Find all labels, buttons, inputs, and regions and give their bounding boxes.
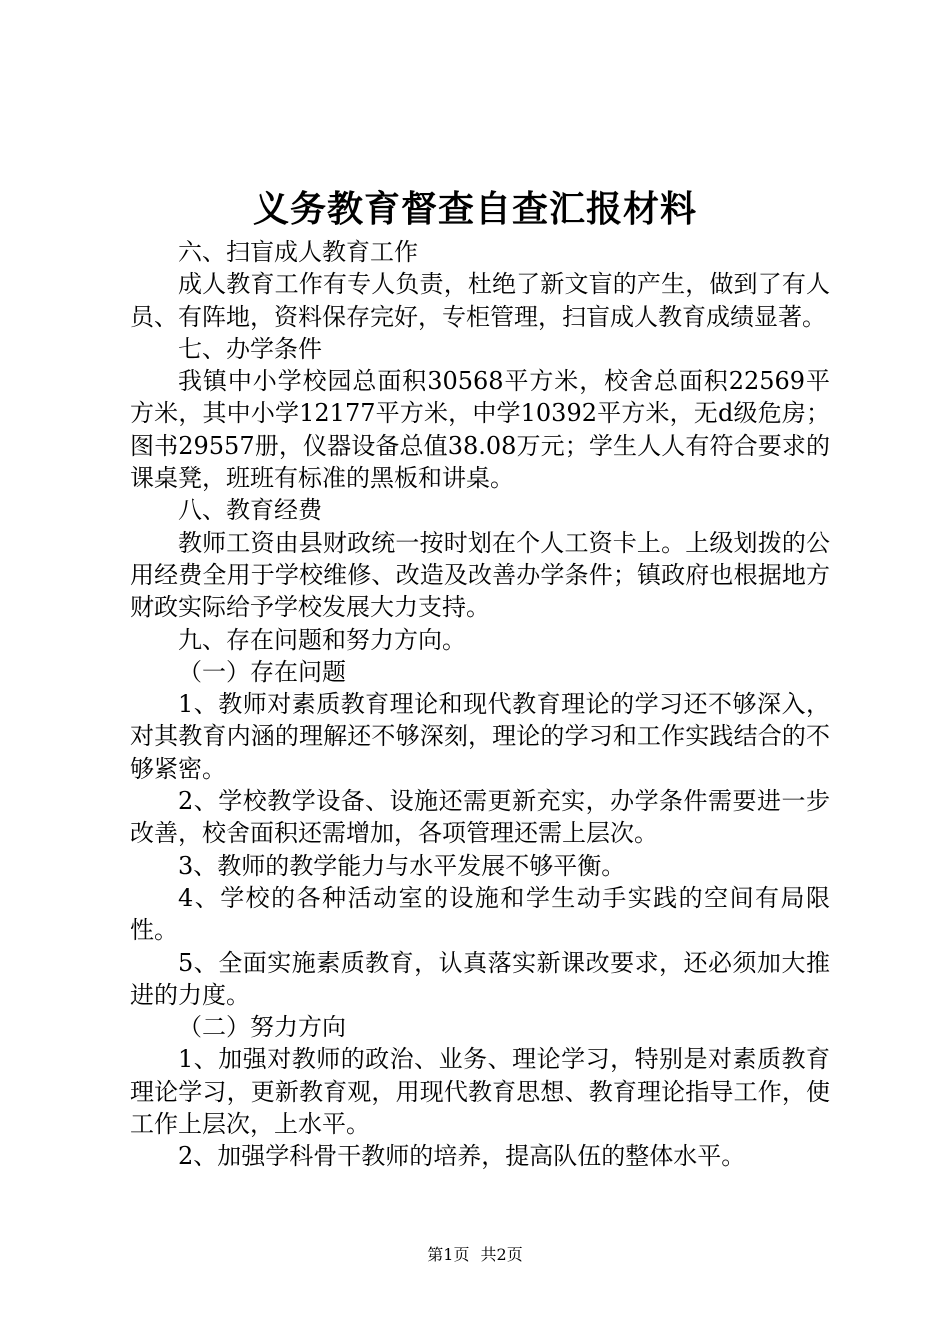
list-item: 3、教师的教学能力与水平发展不够平衡。 bbox=[178, 851, 626, 880]
subsection-heading: （一）存在问题 bbox=[178, 657, 346, 686]
page-number: 第1页 bbox=[427, 1245, 470, 1264]
list-item: 2、加强学科骨干教师的培养，提高队伍的整体水平。 bbox=[178, 1142, 746, 1171]
list-item: 4、学校的各种活动室的设施和学生动手实践的空间有局限性。 bbox=[130, 883, 830, 945]
paragraph: 教师工资由县财政统一按时划在个人工资卡上。上级划拨的公用经费全用于学校维修、改造及改善办学条件；镇政府也根据地方财政实际给予学校发展大力支持。 bbox=[130, 528, 830, 622]
paragraph: 成人教育工作有专人负责，杜绝了新文盲的产生，做到了有人员、有阵地，资料保存完好，专柜管理，扫盲成人教育成绩显著。 bbox=[130, 270, 830, 331]
section-heading: 六、扫盲成人教育工作 bbox=[178, 238, 418, 266]
document-body bbox=[130, 236, 830, 1173]
list-item: 1、教师对素质教育理论和现代教育理论的学习还不够深入，对其教育内涵的理解还不够深刻，理论的学习和工作实践结合的不够紧密。 bbox=[130, 690, 830, 783]
section-heading: 九、存在问题和努力方向。 bbox=[178, 625, 466, 654]
page-total: 共2页 bbox=[480, 1245, 523, 1264]
list-item: 1、加强对教师的政治、业务、理论学习，特别是对素质教育理论学习，更新教育观，用现代教育思想、教育理论指导工作，使工作上层次，上水平。 bbox=[130, 1045, 830, 1139]
list-item: 2、学校教学设备、设施还需更新充实，办学条件需要进一步改善，校舍面积还需增加，各项管理还需上层次。 bbox=[130, 787, 830, 848]
list-item: 5、全面实施素质教育，认真落实新课改要求，还必须加大推进的力度。 bbox=[130, 948, 830, 1009]
document-title: 义务教育督查自查汇报材料 bbox=[252, 188, 697, 230]
subsection-heading: （二）努力方向 bbox=[178, 1013, 346, 1042]
paragraph: 我镇中小学校园总面积30568平方米，校舍总面积22569平方米，其中小学12177平方米，中学10392平方米，无d级危房；图书29557册，仪器设备总值38.08万元；学生人人有符合要求的课桌凳，班班有标准的黑板和讲桌。 bbox=[130, 367, 830, 493]
section-heading: 八、教育经费 bbox=[178, 496, 322, 525]
section-heading: 七、办学条件 bbox=[178, 334, 322, 363]
page-footer bbox=[0, 1244, 950, 1266]
